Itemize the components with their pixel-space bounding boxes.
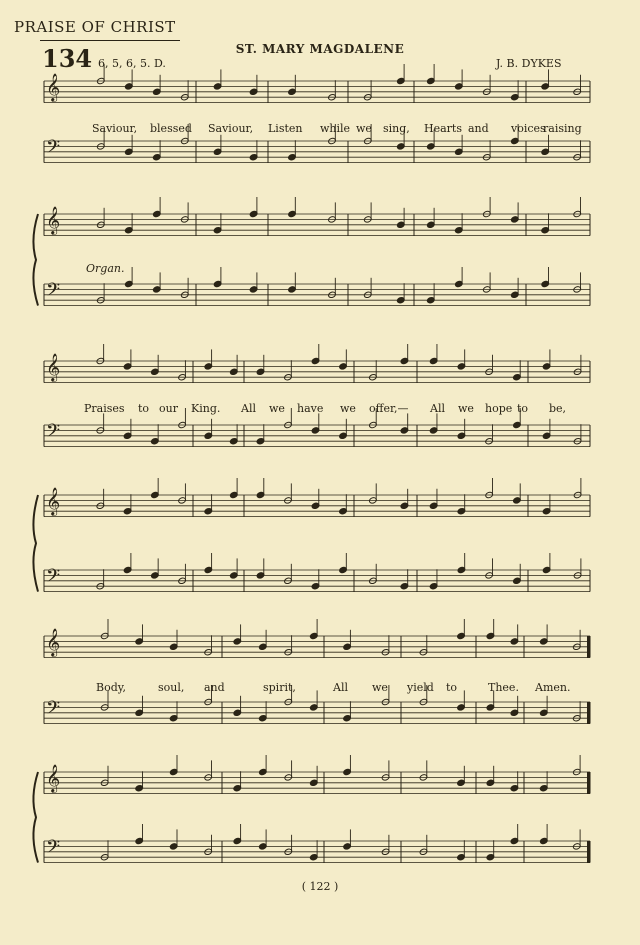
section-title: PRAISE OF CHRIST xyxy=(14,18,176,36)
lyric-syllable: spirit, xyxy=(263,681,296,694)
lyric-syllable: Body, xyxy=(96,681,126,694)
lyric-syllable: we xyxy=(372,681,388,694)
hymn-meter: 6, 5, 6, 5. D. xyxy=(98,57,166,70)
lyric-syllable: Amen. xyxy=(535,681,571,694)
lyric-syllable: Thee. xyxy=(488,681,519,694)
lyric-syllable: be, xyxy=(549,402,567,415)
lyric-syllable: sing, xyxy=(383,122,410,135)
lyric-syllable: Hearts xyxy=(424,122,462,135)
organ-label: Organ. xyxy=(86,262,125,275)
lyric-syllable: we xyxy=(356,122,372,135)
composer: J. B. DYKES xyxy=(496,57,562,70)
lyric-syllable: raising xyxy=(543,122,582,135)
treble-clef: 𝄞 xyxy=(46,628,61,656)
lyric-syllable: have xyxy=(297,402,324,415)
lyric-syllable: and xyxy=(468,122,489,135)
lyric-syllable: to xyxy=(138,402,150,415)
organ-brace xyxy=(33,495,38,592)
lyric-syllable: blessed xyxy=(150,122,192,135)
lyric-syllable: Praises xyxy=(84,402,125,415)
lyric-syllable: our xyxy=(159,402,178,415)
lyric-syllable: we xyxy=(458,402,474,415)
bass-clef: 𝄢 xyxy=(46,698,61,723)
lyric-syllable: All xyxy=(333,681,348,694)
lyric-syllable: All xyxy=(430,402,445,415)
bass-clef: 𝄢 xyxy=(46,837,61,862)
treble-clef: 𝄞 xyxy=(46,487,61,515)
lyric-syllable: soul, xyxy=(158,681,185,694)
treble-clef: 𝄞 xyxy=(46,73,61,101)
final-bar xyxy=(587,772,590,794)
lyric-syllable: we xyxy=(269,402,285,415)
final-bar xyxy=(587,702,590,724)
lyric-syllable: Saviour, xyxy=(92,122,138,135)
bass-clef: 𝄢 xyxy=(46,421,61,446)
lyric-syllable: Saviour, xyxy=(208,122,254,135)
lyric-syllable: while xyxy=(320,122,351,135)
lyric-syllable: Listen xyxy=(268,122,303,135)
organ-brace xyxy=(33,772,38,863)
lyric-syllable: to xyxy=(517,402,529,415)
lyric-syllable: All xyxy=(241,402,256,415)
tune-name: ST. MARY MAGDALENE xyxy=(235,42,405,56)
bass-clef: 𝄢 xyxy=(46,280,61,305)
lyric-syllable: offer,— xyxy=(369,402,409,415)
final-bar xyxy=(587,636,590,658)
treble-clef: 𝄞 xyxy=(46,764,61,792)
treble-clef: 𝄞 xyxy=(46,206,61,234)
bass-clef: 𝄢 xyxy=(46,137,61,162)
lyric-syllable: King. xyxy=(191,402,221,415)
final-bar xyxy=(587,841,590,863)
bass-clef: 𝄢 xyxy=(46,566,61,591)
organ-brace xyxy=(33,214,38,306)
lyric-syllable: we xyxy=(340,402,356,415)
lyric-syllable: to xyxy=(446,681,458,694)
treble-clef: 𝄞 xyxy=(46,353,61,381)
lyric-syllable: and xyxy=(204,681,225,694)
lyric-syllable: yield xyxy=(407,681,434,694)
lyric-syllable: hope xyxy=(485,402,513,415)
lyric-syllable: voices xyxy=(511,122,546,135)
page-number: ( 122 ) xyxy=(301,880,339,893)
hymn-number: 134 xyxy=(42,44,93,73)
